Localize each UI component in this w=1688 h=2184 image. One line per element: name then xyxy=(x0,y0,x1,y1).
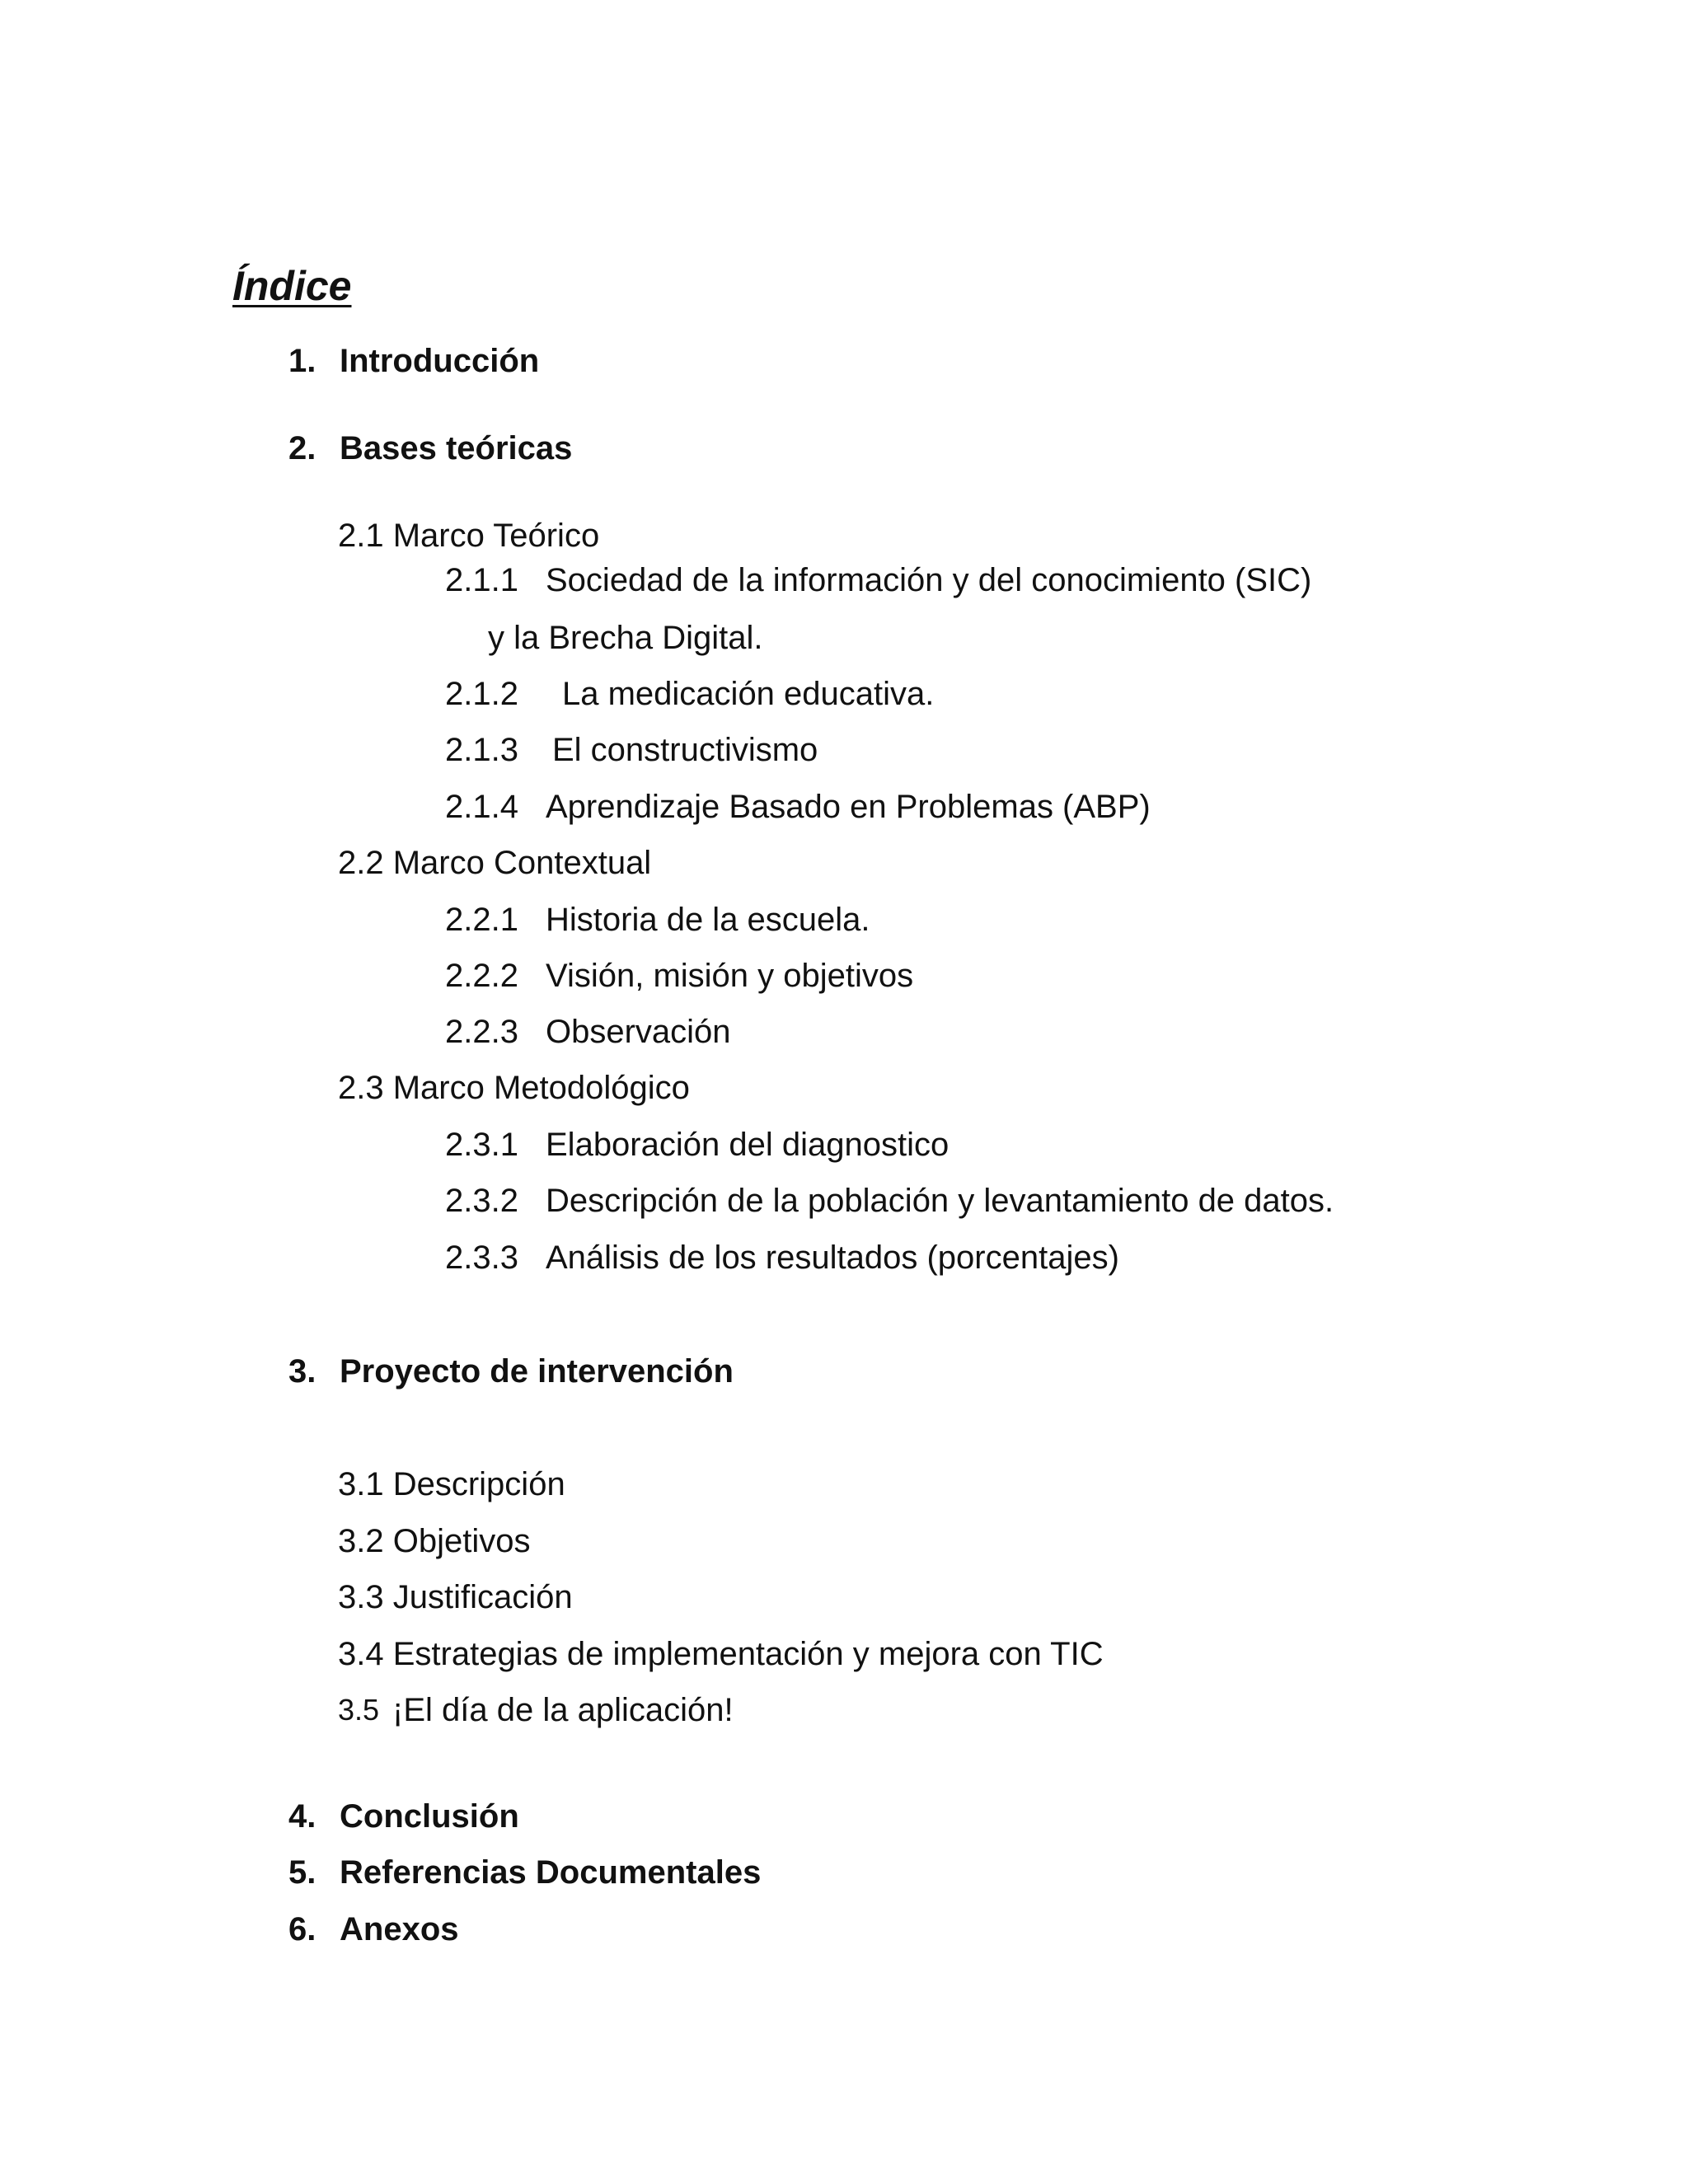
toc-entry-justificacion: 3.3 Justificación xyxy=(338,1579,573,1615)
toc-number: 3.5 xyxy=(338,1693,380,1727)
toc-number: 2.1.3 xyxy=(445,732,518,768)
toc-label: Observación xyxy=(546,1014,731,1050)
toc-number: 2. xyxy=(288,430,316,466)
toc-number: 2.1.2 xyxy=(445,676,518,712)
toc-label: Descripción de la población y levantamiento de datos. xyxy=(546,1183,1334,1219)
toc-label: La medicación educativa. xyxy=(562,676,935,712)
toc-number: 5. xyxy=(288,1854,316,1891)
toc-number: 2.1.4 xyxy=(445,789,518,825)
toc-number: 6. xyxy=(288,1911,316,1947)
toc-entry-marco-metodologico: 2.3 Marco Metodológico xyxy=(338,1070,690,1106)
toc-number: 2.1.1 xyxy=(445,562,518,598)
toc-number: 4. xyxy=(288,1798,316,1835)
toc-entry-descripcion: 3.1 Descripción xyxy=(338,1466,565,1502)
toc-label: Bases teóricas xyxy=(340,430,573,466)
toc-number: 2.3.3 xyxy=(445,1240,518,1276)
toc-entry-estrategias: 3.4 Estrategias de implementación y mejora con TIC xyxy=(338,1636,1104,1672)
toc-entry-marco-teorico: 2.1 Marco Teórico xyxy=(338,518,600,554)
toc-number: 2.3.2 xyxy=(445,1183,518,1219)
toc-number: 3. xyxy=(288,1353,316,1390)
toc-label: Referencias Documentales xyxy=(340,1854,762,1891)
toc-label: Elaboración del diagnostico xyxy=(546,1127,950,1163)
toc-label: Visión, misión y objetivos xyxy=(546,958,914,994)
toc-label: Aprendizaje Basado en Problemas (ABP) xyxy=(546,789,1151,825)
toc-number: 2.3.1 xyxy=(445,1127,518,1163)
toc-number: 1. xyxy=(288,343,316,379)
toc-label: Análisis de los resultados (porcentajes) xyxy=(546,1240,1119,1276)
toc-entry-objetivos: 3.2 Objetivos xyxy=(338,1523,531,1559)
toc-number: 2.2.2 xyxy=(445,958,518,994)
toc-label: Introducción xyxy=(340,343,540,379)
toc-entry-sic-continuation: y la Brecha Digital. xyxy=(488,620,763,656)
toc-label: Sociedad de la información y del conocimiento (SIC) xyxy=(546,562,1312,598)
toc-number: 2.2.3 xyxy=(445,1014,518,1050)
toc-label: Anexos xyxy=(340,1911,459,1947)
toc-label: El constructivismo xyxy=(552,732,818,768)
toc-entry-marco-contextual: 2.2 Marco Contextual xyxy=(338,845,652,881)
toc-number: 2.2.1 xyxy=(445,902,518,938)
toc-label: Historia de la escuela. xyxy=(546,902,870,938)
page-title: Índice xyxy=(232,263,352,309)
toc-label: Conclusión xyxy=(340,1798,519,1835)
toc-label: Proyecto de intervención xyxy=(340,1353,734,1390)
toc-label: ¡El día de la aplicación! xyxy=(392,1692,734,1728)
